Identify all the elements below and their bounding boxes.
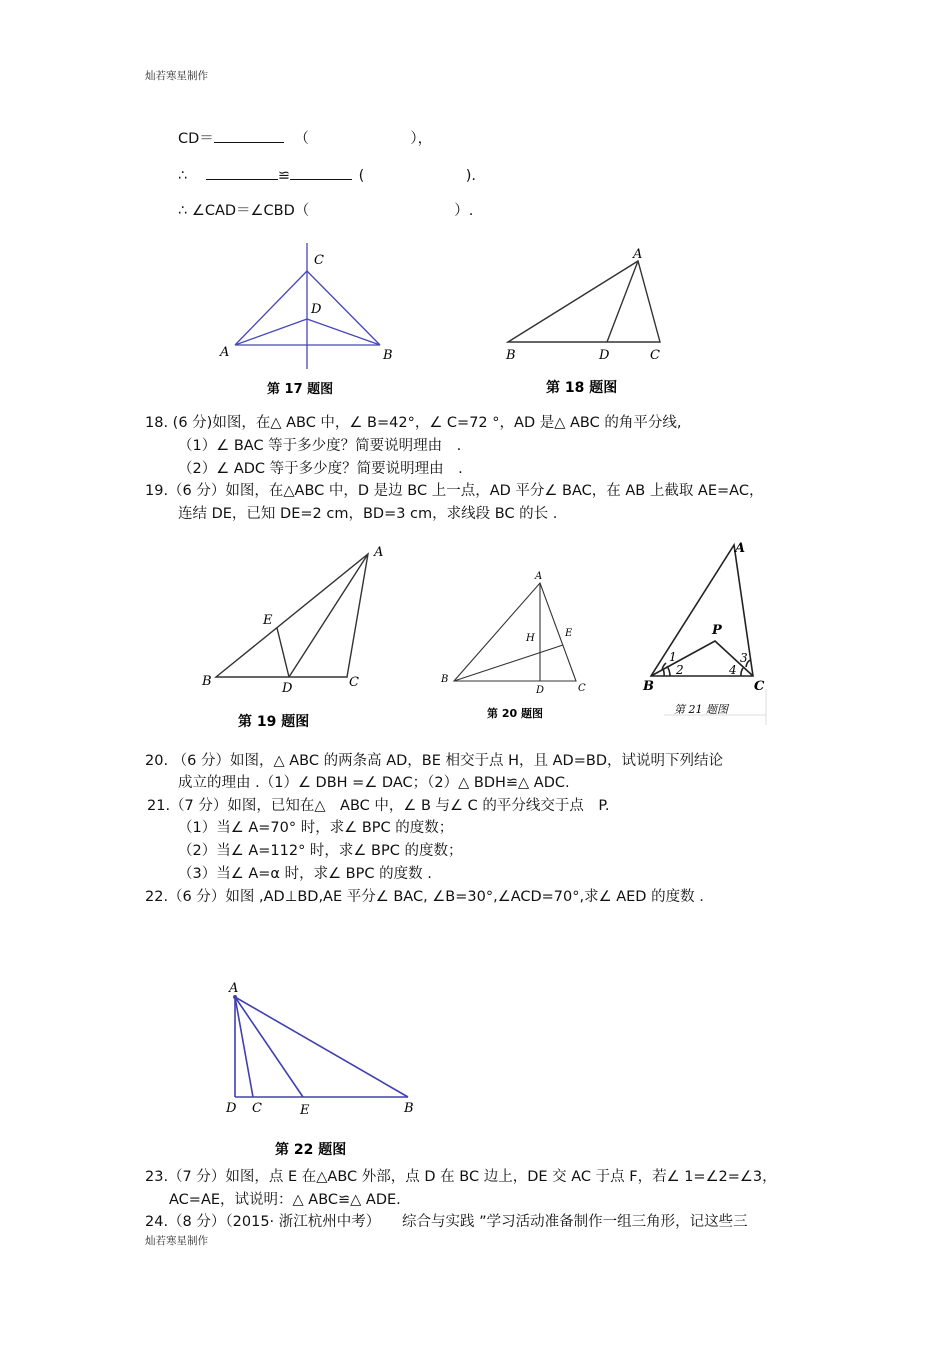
f21-label-1: 1 [669,650,677,664]
q18-part-1: （1）∠ BAC 等于多少度？简要说明理由 . [178,438,462,454]
f19-caption: 第 19 题图 [238,714,310,730]
f17-caption: 第 17 题图 [267,382,334,397]
q19-line-1: 19.（6 分）如图，在△ABC 中，D 是边 BC 上一点，AD 平分∠ BAC，在 AB 上截取 AE=AC， [145,483,764,499]
f21-label-p: P [712,623,722,638]
congruent-blank-2 [290,165,352,180]
f19-label-e: E [263,613,273,628]
q24-line-1: 24.（8 分）（2015· 浙江杭州中考） 综合与实践 ”学习活动准备制作一组三角形，记这些三 [145,1214,748,1230]
f20-label-e: E [565,628,573,639]
figure-18 [500,245,675,405]
f17-label-a: A [220,345,230,360]
f21-label-4: 4 [729,663,737,677]
f21-label-a: A [735,541,746,556]
f18-label-a: A [633,247,643,262]
f22-label-b: B [404,1101,414,1116]
q19-line-2: 连结 DE，已知 DE=2 cm，BD=3 cm，求线段 BC 的长 . [178,506,558,522]
figure-20 [435,565,595,725]
f20-label-b: B [441,674,449,685]
cd-blank [214,128,284,143]
f18-label-c: C [650,348,660,363]
q21-part-3: （3）当∠ A=α 时，求∠ BPC 的度数 . [178,866,432,882]
f21-label-b: B [643,679,654,694]
q20-line-1: 20. （6 分）如图，△ ABC 的两条高 AD，BE 相交于点 H，且 AD=BD，试说明下列结论 [145,753,723,769]
q23-line-2: AC=AE，试说明：△ ABC≌△ ADE. [169,1192,401,1208]
q21-part-1: （1）当∠ A=70° 时，求∠ BPC 的度数； [178,820,454,836]
congruent-symbol: ≌ [277,168,290,184]
f20-caption: 第 20 题图 [487,707,543,720]
figure-22 [220,978,430,1163]
f20-label-a: A [535,571,543,582]
q18-stem: 18. (6 分)如图，在△ ABC 中，∠ B=42°，∠ C=72 °，AD 是△ ABC 的角平分线, [145,415,682,431]
proof-line-congruent [178,165,476,185]
f18-label-d: D [599,348,610,363]
f22-label-a: A [229,981,239,996]
congruent-blank-1 [206,165,278,180]
congruent-reason: ( ). [358,168,477,184]
f18-caption: 第 18 题图 [546,380,618,396]
figure-21 [640,535,775,730]
f21-label-3: 3 [740,651,748,665]
q23-line-1: 23.（7 分）如图，点 E 在△ABC 外部，点 D 在 BC 边上，DE 交 AC 于点 F，若∠ 1=∠2=∠3， [145,1169,777,1185]
figure-17 [215,245,405,405]
f22-caption: 第 22 题图 [275,1142,347,1158]
f17-label-c: C [314,253,324,268]
f22-label-e: E [300,1103,310,1118]
f19-label-d: D [282,681,293,696]
therefore-symbol: ∴ [178,168,188,184]
f20-label-c: C [578,683,586,694]
f17-label-d: D [311,302,322,317]
f21-caption: 第 21 题图 [674,703,728,716]
proof-line-angle: ∴ ∠CAD＝∠CBD（ ）. [178,203,474,219]
page-header: 灿若寒星制作 [145,70,208,82]
f22-label-c: C [252,1101,262,1116]
q21-stem: 21.（7 分）如图，已知在△ ABC 中，∠ B 与∠ C 的平分线交于点 P. [147,798,610,814]
q18-part-2: （2）∠ ADC 等于多少度？简要说明理由 . [178,461,463,477]
f20-label-h: H [526,633,535,644]
f18-label-b: B [506,348,516,363]
f20-label-d: D [536,685,545,696]
figure-19 [200,540,390,735]
f19-label-a: A [374,545,384,560]
f21-label-2: 2 [676,663,684,677]
page-footer: 灿若寒星制作 [145,1235,208,1247]
q21-part-2: （2）当∠ A=112° 时，求∠ BPC 的度数； [178,843,463,859]
q22-stem: 22.（6 分）如图 ,AD⊥BD,AE 平分∠ BAC, ∠B=30°,∠ACD=70°,求∠ AED 的度数 . [145,889,704,905]
proof-line-cd [178,128,432,148]
f19-label-b: B [202,674,212,689]
f21-label-c: C [754,679,765,694]
f17-label-b: B [383,348,393,363]
q20-line-2: 成立的理由 .（1）∠ DBH =∠ DAC；（2）△ BDH≌△ ADC. [178,775,570,791]
cd-label: CD＝ [178,131,214,147]
f19-label-c: C [349,675,359,690]
f22-label-d: D [226,1101,237,1116]
cd-reason: （ ）， [294,131,433,147]
